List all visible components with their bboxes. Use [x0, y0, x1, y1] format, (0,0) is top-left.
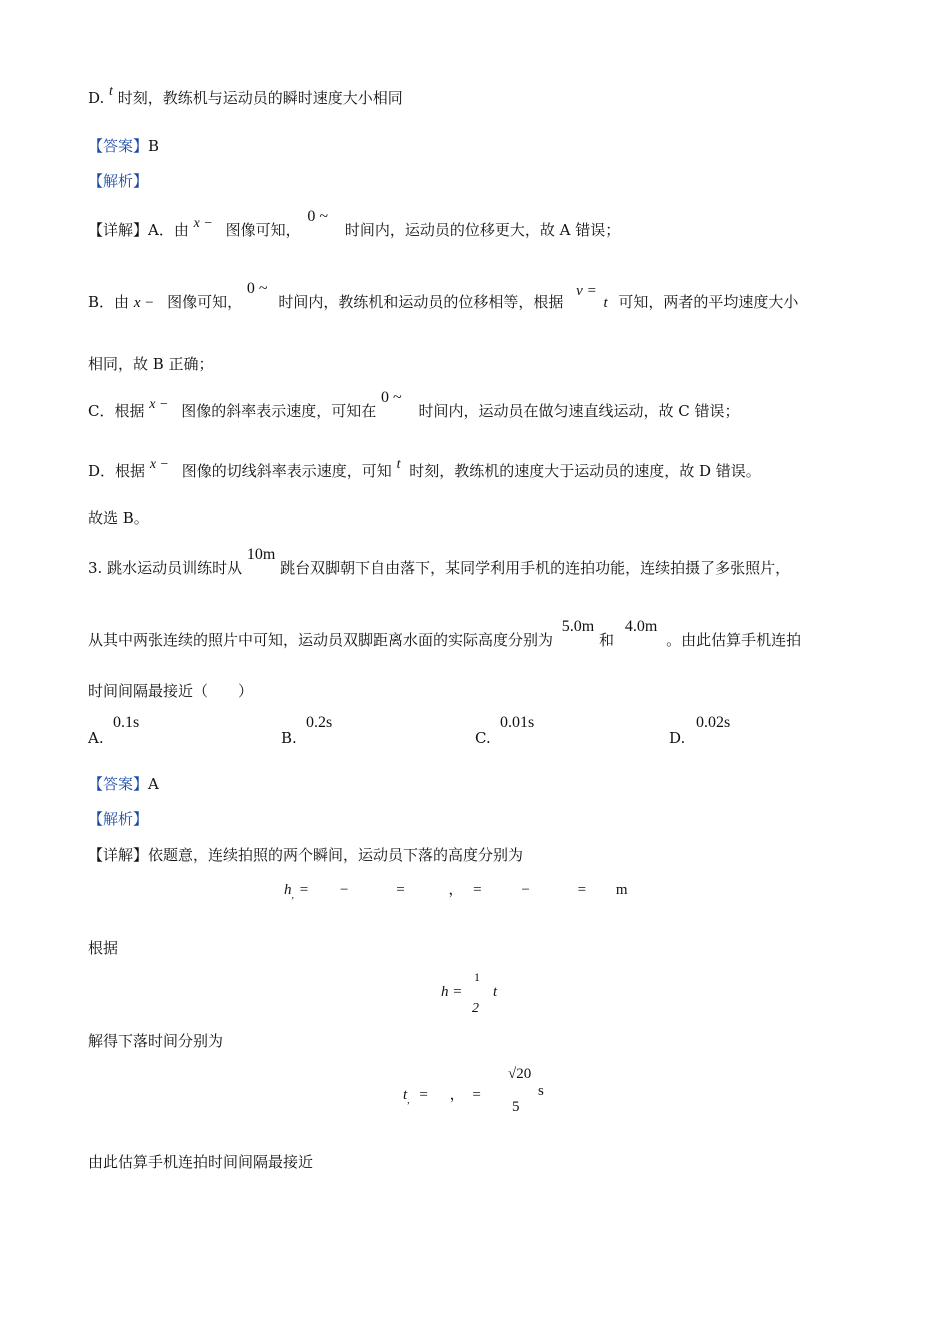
detail-b-cont-line: [88, 354, 214, 374]
detail-b-text-2: 图像可知，: [167, 293, 243, 311]
question-3-line-2: [88, 618, 802, 651]
analysis-2-tag: 【解析】: [88, 810, 149, 828]
eq3-unit: s: [538, 1083, 544, 1099]
eq1-minus-2: −: [521, 882, 530, 898]
basis-line: [88, 938, 118, 958]
answer-tag: 【答案】: [88, 137, 149, 155]
question-3-text-5: 时间间隔最接近（ ）: [88, 682, 254, 700]
detail-c-text-2: 图像的斜率表示速度，可知在: [181, 402, 377, 420]
eq1-equals-3: =: [473, 882, 482, 898]
eq3-denominator: 5: [512, 1099, 520, 1115]
option-d2-label: D.: [669, 729, 686, 747]
solve-text: 解得下落时间分别为: [88, 1032, 224, 1050]
eq1-minus-1: −: [339, 882, 349, 898]
eq2-denominator: 2: [472, 1001, 479, 1016]
detail-c-var: x −: [149, 397, 169, 412]
answer-2-value: A: [148, 775, 159, 793]
detail-a-text-1: A．由: [148, 221, 189, 239]
detail-b-var: x −: [133, 295, 155, 311]
detail-c-line: [88, 389, 740, 423]
option-d-var: t: [109, 84, 113, 99]
eq3-sqrt: √20: [508, 1066, 532, 1082]
analysis-line: [88, 171, 148, 191]
eq2-t: t: [493, 984, 498, 1000]
eq1-unit: m: [615, 882, 628, 898]
answer-value: B: [148, 137, 160, 155]
eq3-t: t: [403, 1087, 408, 1103]
option-b-value: 0.2s: [306, 714, 333, 731]
question-3-height: 10m: [246, 546, 276, 563]
equation-2: [441, 984, 462, 1001]
detail-b-cont: 相同，故 B 正确；: [88, 355, 214, 373]
option-d-text: 时刻，教练机与运动员的瞬时速度大小相同: [117, 89, 403, 107]
detail-a-line: [88, 208, 621, 242]
eq3-equals-2: =: [472, 1087, 481, 1103]
detail-d-var: x −: [149, 457, 169, 472]
eq3-equals-1: =: [419, 1087, 428, 1103]
question-3-text-4: 。由此估算手机连拍: [666, 631, 802, 649]
detail-2-text: 依题意，连续拍照的两个瞬间，运动员下落的高度分别为: [148, 846, 524, 864]
detail-a-text-3: 时间内，运动员的位移更大，故 A 错误；: [344, 221, 621, 239]
analysis-tag: 【解析】: [88, 172, 149, 190]
option-a-value: 0.1s: [113, 714, 140, 731]
detail-d-t: t: [396, 457, 401, 472]
question-3-line-3: [88, 681, 253, 701]
eq1-sub: ,: [291, 890, 294, 901]
option-a-label: A.: [88, 729, 104, 747]
detail-d-line: [88, 457, 761, 483]
eq1-equals-4: =: [577, 882, 587, 898]
option-c-label: C.: [475, 729, 491, 747]
question-3-line-1: [88, 546, 791, 579]
question-3-h1: 5.0m: [561, 618, 595, 635]
answer-line: [88, 136, 159, 156]
detail-b-formula-t: t: [603, 295, 608, 311]
detail-a-range: 0 ~: [307, 208, 329, 225]
answer-2-tag: 【答案】: [88, 775, 149, 793]
option-d2-value: 0.02s: [696, 714, 731, 731]
question-3-h2: 4.0m: [624, 618, 658, 635]
detail-c-range: 0 ~: [381, 389, 402, 406]
option-d-label: D.: [88, 89, 105, 107]
detail-d-text-1: D．根据: [88, 462, 146, 480]
conclude-line: [88, 1152, 313, 1172]
detail-b-formula-v: v =: [576, 283, 597, 299]
eq1-equals-2: =: [396, 882, 405, 898]
eq2-numerator: 1: [474, 970, 480, 984]
detail-tag: 【详解】: [88, 221, 149, 239]
detail-b-range: 0 ~: [246, 280, 268, 297]
choose-text: 故选 B。: [88, 509, 149, 527]
detail-a-var: x −: [193, 216, 213, 231]
detail-c-text-1: C．根据: [88, 402, 145, 420]
detail-b-text-3: 时间内，教练机和运动员的位移相等，根据: [278, 293, 564, 311]
question-3-text-2: 跳台双脚朝下自由落下，某同学利用手机的连拍功能，连续拍摄了多张照片，: [280, 559, 791, 577]
detail-c-text-3: 时间内，运动员在做匀速直线运动，故 C 错误；: [418, 402, 740, 420]
question-3-text-3: 从其中两张连续的照片中可知，运动员双脚距离水面的实际高度分别为: [88, 631, 554, 649]
detail-2-tag: 【详解】: [88, 846, 149, 864]
solve-line: [88, 1031, 223, 1051]
equation-3: [403, 1083, 481, 1104]
eq3-sub: ,: [407, 1095, 410, 1106]
equation-1: [284, 878, 628, 899]
option-d-line: [88, 84, 403, 110]
eq1-equals-1: =: [299, 882, 309, 898]
detail-2-line: [88, 845, 523, 865]
question-3-and: 和: [599, 631, 615, 649]
detail-d-text-3: 时刻，教练机的速度大于运动员的速度，故 D 错误。: [409, 462, 761, 480]
detail-b-text-1: B．由: [88, 293, 130, 311]
detail-b-text-4: 可知，两者的平均速度大小: [618, 293, 799, 311]
detail-d-text-2: 图像的切线斜率表示速度，可知: [181, 462, 392, 480]
basis-text: 根据: [88, 939, 119, 957]
eq2-h: h =: [441, 984, 463, 1000]
eq1-h: h: [284, 882, 292, 898]
detail-b-line: [88, 280, 799, 313]
option-c-value: 0.01s: [500, 714, 535, 731]
question-3-text-1: 3. 跳水运动员训练时从: [88, 559, 243, 577]
answer-2-line: [88, 774, 159, 794]
detail-a-text-2: 图像可知，: [225, 221, 301, 239]
analysis-2-line: [88, 809, 148, 829]
eq3-comma: ，: [449, 1087, 465, 1103]
choose-line: [88, 508, 149, 528]
eq1-comma: ，: [448, 882, 464, 898]
option-b-label: B.: [281, 729, 297, 747]
conclude-text: 由此估算手机连拍时间间隔最接近: [88, 1153, 314, 1171]
